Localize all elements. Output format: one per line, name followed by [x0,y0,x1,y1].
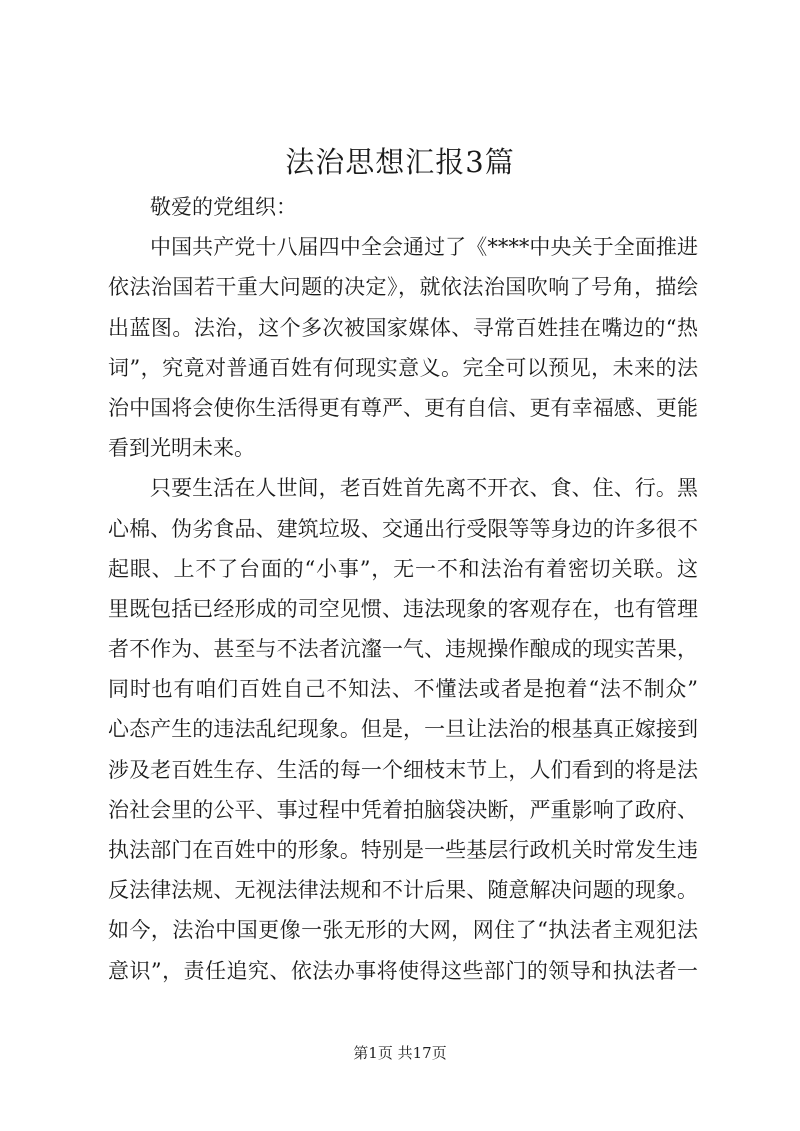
text-line: 意识”，责任追究、依法办事将使得这些部门的领导和执法者一 [108,958,698,983]
text-line: 同时也有咱们百姓自己不知法、不懂法或者是抱着“法不制众” [108,677,698,702]
text-line: 只要生活在人世间，老百姓首先离不开衣、食、住、行。黑 [150,476,698,501]
text-line: 中国共产党十八届四中全会通过了《****中央关于全面推进 [150,235,698,260]
text-line: 者不作为、甚至与不法者沆瀣一气、违规操作酿成的现实苦果， [108,637,698,662]
page-footer: 第1页 共17页 [353,1044,447,1062]
text-line: 看到光明未来。 [108,436,255,461]
document-body [108,187,698,991]
text-line: 里既包括已经形成的司空见惯、违法现象的客观存在，也有管理 [108,596,698,621]
text-line: 执法部门在百姓中的形象。特别是一些基层行政机关时常发生违 [108,838,698,862]
text-line: 敬爱的党组织： [150,195,297,219]
text-line: 涉及老百姓生存、生活的每一个细枝末节上，人们看到的将是法 [108,757,698,782]
text-line: 治中国将会使你生活得更有尊严、更有自信、更有幸福感、更能 [108,395,698,420]
text-line: 反法律法规、无视法律法规和不计后果、随意解决问题的现象。 [108,878,698,903]
text-line: 心棉、伪劣食品、建筑垃圾、交通出行受限等等身边的许多很不 [108,516,698,541]
text-line: 起眼、上不了台面的“小事”，无一不和法治有着密切关联。这 [108,556,698,581]
text-line: 词”，究竟对普通百姓有何现实意义。完全可以预见，未来的法 [108,355,698,380]
text-line: 出蓝图。法治，这个多次被国家媒体、寻常百姓挂在嘴边的“热 [108,315,698,340]
text-line: 治社会里的公平、事过程中凭着拍脑袋决断，严重影响了政府、 [108,797,698,822]
document-title: 法治思想汇报3篇 [285,145,515,179]
text-line: 心态产生的违法乱纪现象。但是，一旦让法治的根基真正嫁接到 [108,717,698,742]
text-line: 如今，法治中国更像一张无形的大网，网住了“执法者主观犯法 [108,918,698,943]
text-line: 依法治国若干重大问题的决定》，就依法治国吹响了号角，描绘 [108,275,698,300]
